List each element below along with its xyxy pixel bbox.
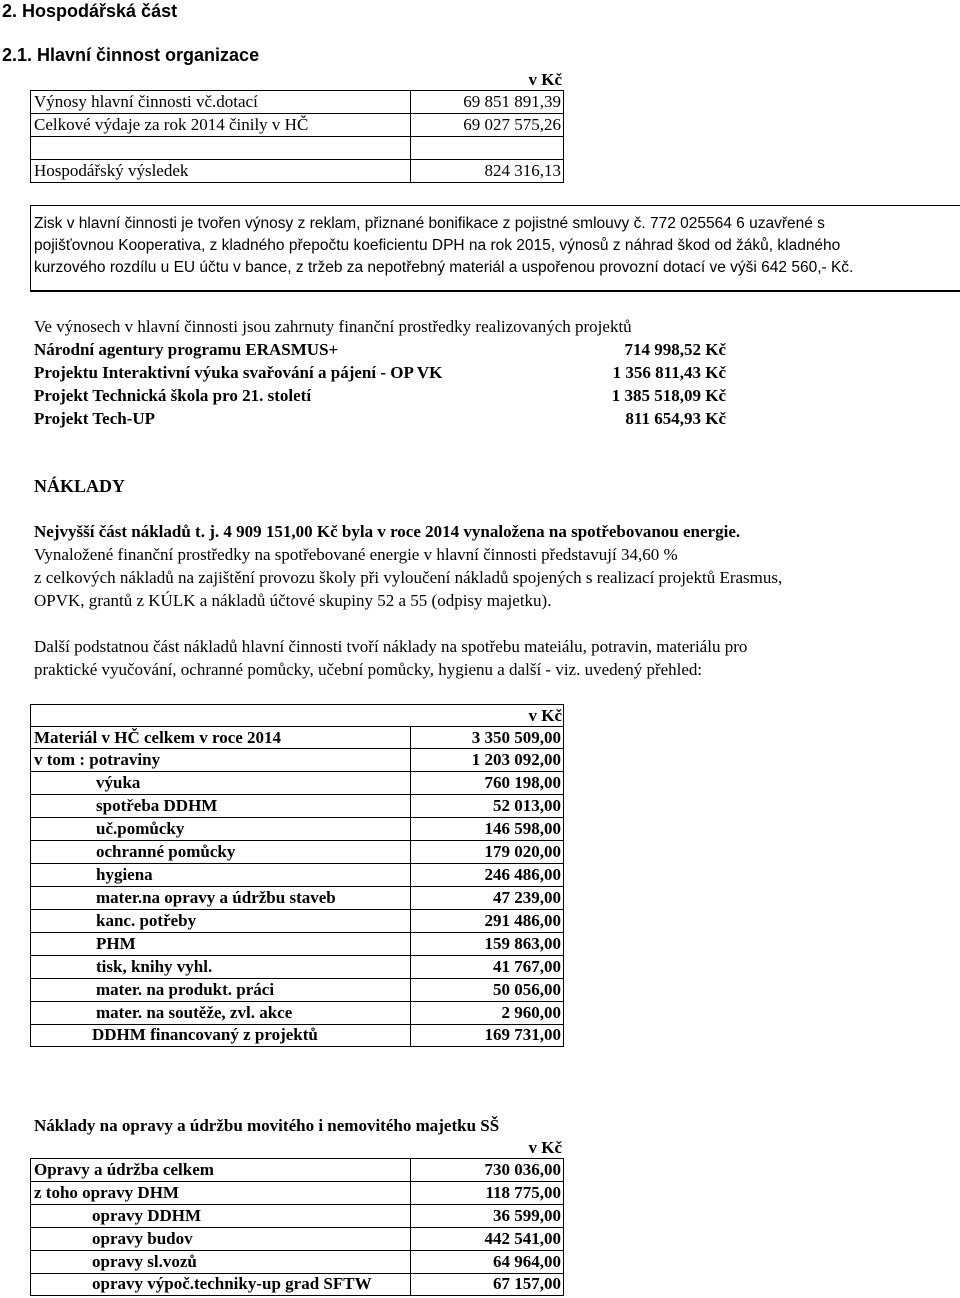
material-row-value: 146 598,00 bbox=[484, 819, 561, 838]
material-row-value: 1 203 092,00 bbox=[471, 750, 561, 769]
project-label: Národní agentury programu ERASMUS+ bbox=[34, 340, 339, 359]
costs-paragraph-line: praktické vyučování, ochranné pomůcky, učební pomůcky, hygienu a další - viz. uvedený přehled: bbox=[34, 660, 703, 679]
subsection-heading: 2.1. Hlavní činnost organizace bbox=[2, 45, 260, 65]
repairs-row-value: 118 775,00 bbox=[485, 1183, 561, 1202]
project-value: 1 356 811,43 Kč bbox=[612, 363, 726, 382]
material-row-label: hygiena bbox=[96, 865, 153, 884]
costs-paragraph-line: z celkových nákladů na zajištění provozu školy při vyloučení nákladů spojených s realizací projektů Erasmus, bbox=[34, 568, 783, 587]
material-row-value: 760 198,00 bbox=[484, 773, 561, 792]
material-row-value: 2 960,00 bbox=[501, 1003, 561, 1022]
income-value: 69 851 891,39 bbox=[463, 92, 561, 111]
material-row-label: v tom : potraviny bbox=[34, 750, 161, 769]
material-row-value: 41 767,00 bbox=[493, 957, 561, 976]
costs-bold-line: Nejvyšší část nákladů t. j. 4 909 151,00 Kč byla v roce 2014 vynaložena na spotřebovanou energie. bbox=[34, 522, 741, 541]
project-value: 1 385 518,09 Kč bbox=[611, 386, 726, 405]
project-value: 811 654,93 Kč bbox=[625, 409, 726, 428]
material-row-label: ochranné pomůcky bbox=[96, 842, 236, 861]
project-label: Projekt Tech-UP bbox=[34, 409, 156, 428]
material-row-value: 169 731,00 bbox=[484, 1025, 561, 1044]
profit-note-line: kurzového rozdílu u EU účtu v bance, z tržeb za nepotřebný materiál a uspořenou provozní dotací ve výši 642 560,- Kč. bbox=[34, 259, 854, 276]
result-label: Hospodářský výsledek bbox=[34, 161, 189, 180]
unit-label: v Kč bbox=[528, 1138, 562, 1157]
expense-label: Celkové výdaje za rok 2014 činily v HČ bbox=[34, 115, 309, 134]
repairs-row-value: 442 541,00 bbox=[484, 1229, 561, 1248]
costs-paragraph-line: OPVK, grantů z KÚLK a nákladů účtové skupiny 52 a 55 (odpisy majetku). bbox=[34, 591, 552, 610]
material-row-value: 47 239,00 bbox=[493, 888, 561, 907]
expense-value: 69 027 575,26 bbox=[463, 115, 561, 134]
material-row-value: 50 056,00 bbox=[493, 980, 561, 999]
material-row-label: tisk, knihy vyhl. bbox=[96, 957, 213, 976]
income-label: Výnosy hlavní činnosti vč.dotací bbox=[34, 92, 258, 111]
costs-paragraph-line: Další podstatnou část nákladů hlavní činnosti tvoří náklady na spotřebu mateiálu, potravin, materiálu pro bbox=[34, 637, 748, 656]
project-label: Projektu Interaktivní výuka svařování a pájení - OP VK bbox=[34, 363, 443, 382]
repairs-row-value: 67 157,00 bbox=[493, 1274, 561, 1293]
costs-paragraph-line: Vynaložené finanční prostředky na spotřebované energie v hlavní činnosti představují 34,60 % bbox=[34, 545, 678, 564]
material-row-label: Materiál v HČ celkem v roce 2014 bbox=[34, 728, 282, 747]
material-row-label: mater. na produkt. práci bbox=[96, 980, 275, 999]
material-row-label: spotřeba DDHM bbox=[96, 796, 218, 815]
material-row-value: 52 013,00 bbox=[493, 796, 561, 815]
material-row-label: uč.pomůcky bbox=[96, 819, 185, 838]
repairs-title: Náklady na opravy a údržbu movitého i nemovitého majetku SŠ bbox=[34, 1116, 500, 1135]
repairs-row-label: Opravy a údržba celkem bbox=[34, 1160, 214, 1179]
repairs-row-value: 730 036,00 bbox=[484, 1160, 561, 1179]
repairs-row-label: opravy sl.vozů bbox=[92, 1252, 197, 1271]
material-row-value: 246 486,00 bbox=[484, 865, 561, 884]
costs-heading: NÁKLADY bbox=[34, 476, 126, 496]
repairs-row-label: opravy výpoč.techniky-up grad SFTW bbox=[92, 1274, 372, 1293]
repairs-row-label: opravy budov bbox=[92, 1229, 193, 1248]
project-label: Projekt Technická škola pro 21. století bbox=[34, 386, 312, 405]
profit-note-line: pojišťovnou Kooperativa, z kladného přepočtu koeficientu DPH na rok 2015, výnosů z náhrad škod od žáků, kladného bbox=[34, 237, 841, 254]
material-row-label: DDHM financovaný z projektů bbox=[92, 1025, 318, 1044]
material-row-label: PHM bbox=[96, 934, 136, 953]
section-heading: 2. Hospodářská část bbox=[2, 1, 178, 21]
repairs-row-label: opravy DDHM bbox=[92, 1206, 202, 1225]
repairs-row-value: 36 599,00 bbox=[493, 1206, 561, 1225]
result-value: 824 316,13 bbox=[484, 161, 561, 180]
profit-note-line: Zisk v hlavní činnosti je tvořen výnosy z reklam, přiznané bonifikace z pojistné smlouvy č. 772 025564 6 uzavřené s bbox=[34, 215, 825, 232]
project-value: 714 998,52 Kč bbox=[624, 340, 726, 359]
material-row-value: 3 350 509,00 bbox=[471, 728, 561, 747]
material-row-label: mater. na soutěže, zvl. akce bbox=[96, 1003, 293, 1022]
repairs-row-value: 64 964,00 bbox=[493, 1252, 561, 1271]
material-row-label: kanc. potřeby bbox=[96, 911, 197, 930]
material-row-label: výuka bbox=[96, 773, 141, 792]
material-row-value: 159 863,00 bbox=[484, 934, 561, 953]
unit-label: v Kč bbox=[528, 70, 562, 89]
material-row-label: mater.na opravy a údržbu staveb bbox=[96, 888, 336, 907]
unit-label: v Kč bbox=[528, 706, 562, 725]
material-row-value: 291 486,00 bbox=[484, 911, 561, 930]
material-row-value: 179 020,00 bbox=[484, 842, 561, 861]
projects-intro: Ve výnosech v hlavní činnosti jsou zahrnuty finanční prostředky realizovaných projektů bbox=[34, 317, 632, 336]
repairs-row-label: z toho opravy DHM bbox=[34, 1183, 179, 1202]
